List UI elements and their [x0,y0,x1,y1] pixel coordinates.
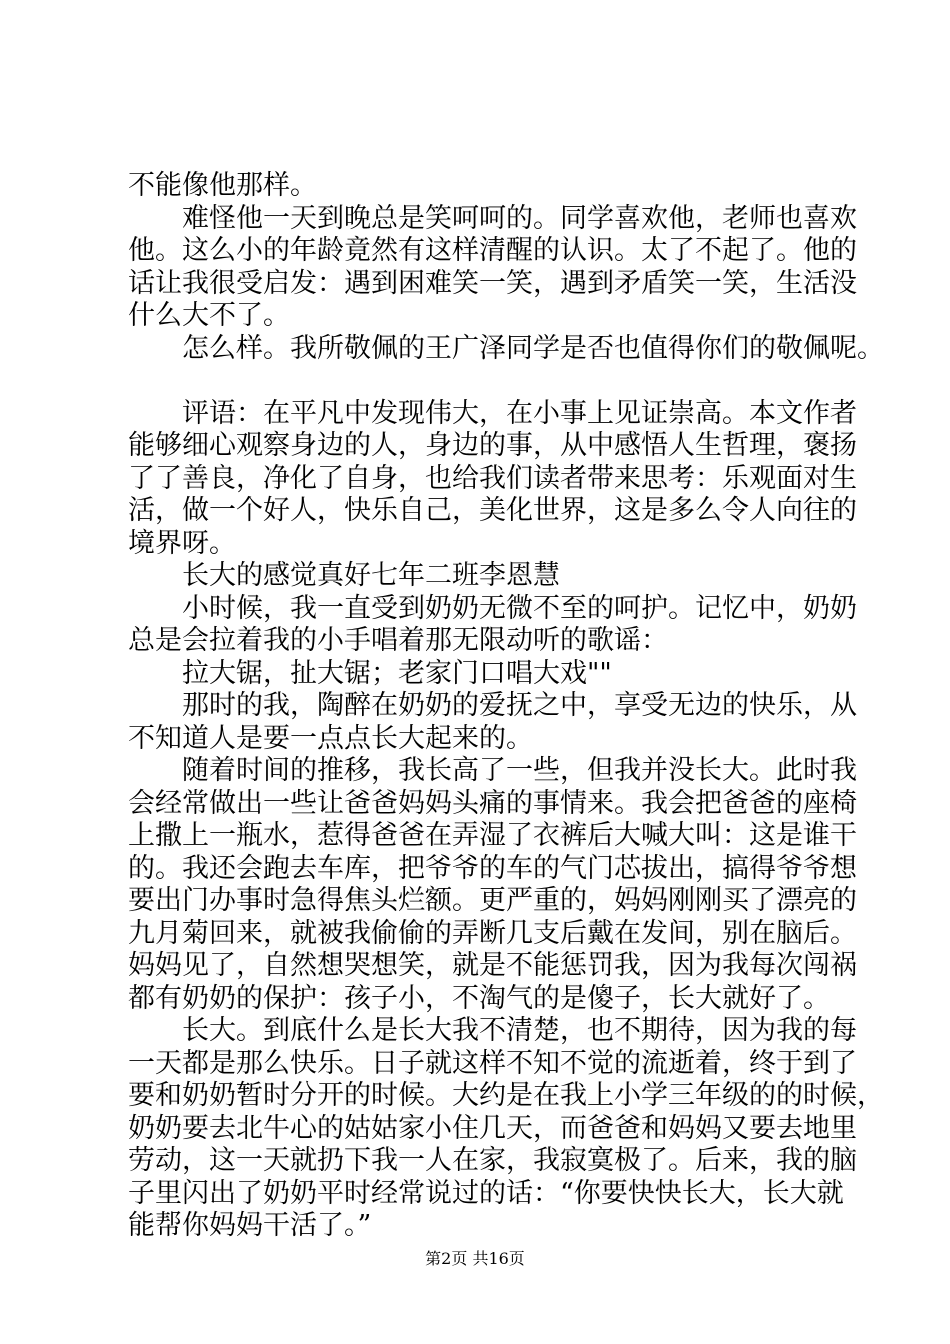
text-line: 的。我还会跑去车库，把爷爷的车的气门芯拔出，搞得爷爷想 [128,852,857,884]
text-line: 总是会拉着我的小手唱着那无限动听的歌谣： [128,625,668,656]
text-line: 难怪他一天到晚总是笑呵呵的。同学喜欢他，老师也喜欢 [182,202,857,234]
text-line: 境界呀。 [128,527,236,559]
text-line: 他。这么小的年龄竟然有这样清醒的认识。太了不起了。他的 [128,235,857,266]
text-line: 什么大不了。 [128,300,290,331]
text-line: 长大的感觉真好七年二班李恩慧 [182,560,560,591]
text-line: 那时的我，陶醉在奶奶的爱抚之中，享受无边的快乐，从 [182,690,857,721]
text-line: 九月菊回来，就被我偷偷的弄断几支后戴在发间，别在脑后。 [128,917,857,949]
text-line: 活，做一个好人，快乐自己，美化世界，这是多么令人向往的 [128,495,857,526]
text-line: 会经常做出一些让爸爸妈妈头痛的事情来。我会把爸爸的座椅 [128,787,857,819]
text-line: 能帮你妈妈干活了。” [128,1210,372,1241]
text-line: 随着时间的推移，我长高了一些，但我并没长大。此时我 [182,755,857,786]
text-line: 妈妈见了，自然想哭想笑，就是不能惩罚我，因为我每次闯祸 [128,950,857,981]
text-line: 要和奶奶暂时分开的时候。大约是在我上小学三年级的的时候， [128,1080,884,1111]
text-line: 小时候，我一直受到奶奶无微不至的呵护。记忆中，奶奶 [182,592,857,624]
text-line: 子里闪出了奶奶平时经常说过的话：“你要快快长大，长大就 [128,1177,844,1209]
text-line: 长大。到底什么是长大我不清楚，也不期待，因为我的每 [182,1015,857,1046]
text-line: 一天都是那么快乐。日子就这样不知不觉的流逝着，终于到了 [128,1047,857,1079]
text-line: 了了善良，净化了自身，也给我们读者带来思考：乐观面对生 [128,462,857,494]
text-line: 评语：在平凡中发现伟大，在小事上见证崇高。本文作者 [182,397,857,429]
blank-line [128,365,856,398]
page-footer: 第2页 共16页 [425,1249,525,1268]
text-line: 怎么样。我所敬佩的王广泽同学是否也值得你们的敬佩呢。 [182,332,884,364]
body-text [128,170,884,1243]
text-line: 话让我很受启发：遇到困难笑一笑，遇到矛盾笑一笑，生活没 [128,267,857,299]
text-line: 拉大锯，扯大锯；老家门口唱大戏"" [182,657,612,689]
text-line: 不知道人是要一点点长大起来的。 [128,722,533,754]
text-line: 劳动，这一天就扔下我一人在家，我寂寞极了。后来，我的脑 [128,1145,857,1176]
text-line: 能够细心观察身边的人，身边的事，从中感悟人生哲理，褒扬 [128,430,857,461]
text-line: 不能像他那样。 [128,170,317,201]
text-line: 都有奶奶的保护：孩子小，不淘气的是傻子，长大就好了。 [128,982,830,1014]
text-line: 上撒上一瓶水，惹得爸爸在弄湿了衣裤后大喊大叫：这是谁干 [128,820,857,851]
text-line: 要出门办事时急得焦头烂额。更严重的，妈妈刚刚买了漂亮的 [128,885,857,916]
text-line: 奶奶要去北牛心的姑姑家小住几天，而爸爸和妈妈又要去地里 [128,1112,857,1144]
